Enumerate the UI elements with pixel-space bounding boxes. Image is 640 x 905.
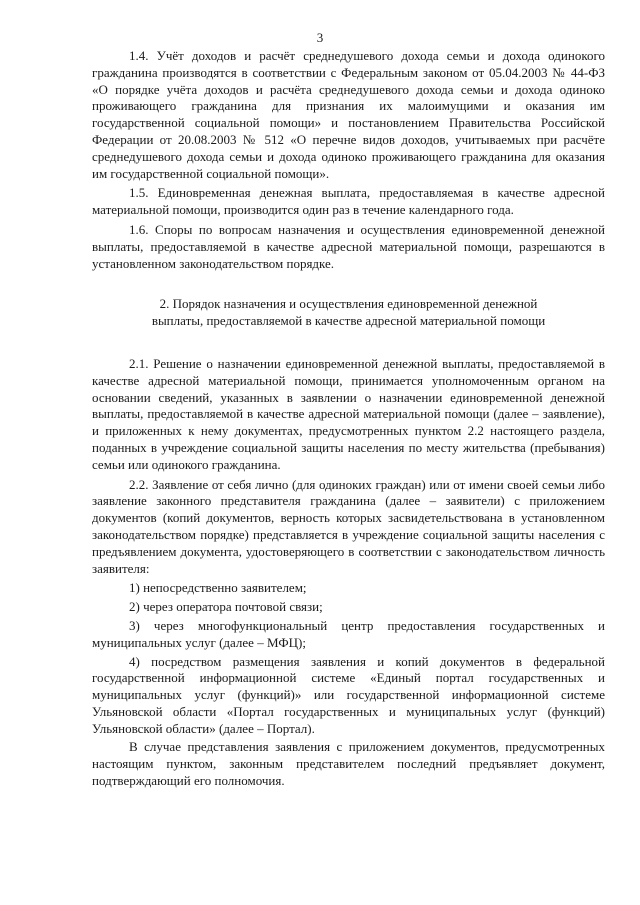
page-number: 3 [316,30,324,45]
paragraph-1-6: 1.6. Споры по вопросам назначения и осуществления единовременной денежной выплаты, предоставляемой в качестве адресной материальной помощи, разрешаются в установленном законодательством порядке. [92,221,605,271]
heading-line-2: выплаты, предоставляемой в качестве адресной материальной помощи [151,313,546,329]
heading-line-1: 2. Порядок назначения и осуществления единовременной денежной [159,296,538,312]
section-2-heading [106,296,591,330]
list-item-3: 3) через многофункциональный центр предоставления государственных и муниципальных услуг (далее – МФЦ); [92,617,605,650]
paragraph-2-2: 2.2. Заявление от себя лично (для одиноких граждан) или от имени своей семьи либо заявление законного представителя гражданина (далее – заявители) с приложением документов (копий документов, верность которых засвидетельствована в установленном законодательством порядке) представляется в учреждение социальной защиты населения с предъявлением документа, удостоверяющего в соответствии с законодательством личность заявителя: [92,476,605,576]
paragraph-final: В случае представления заявления с приложением документов, предусмотренных настоящим пунктом, законным представителем последний предъявляет документ, подтверждающий его полномочия. [92,739,605,789]
list-item-2: 2) через оператора почтовой связи; [129,599,323,615]
list-item-1: 1) непосредственно заявителем; [129,580,307,596]
list-item-4: 4) посредством размещения заявления и копий документов в федеральной государственной информационной системе «Единый портал государственных и муниципальных услуг (функций)» или государственной информационной системе Ульяновской области «Портал государственных и муниципальных услуг (функций) Ульяновской области» (далее – Портал). [92,653,605,736]
paragraph-1-4: 1.4. Учёт доходов и расчёт среднедушевого дохода семьи и дохода одинокого гражданина производятся в соответствии с Федеральным законом от 05.04.2003 № 44-ФЗ «О порядке учёта доходов и расчёта среднедушевого дохода семьи и дохода одиноко проживающего гражданина для признания их малоимущими и оказания им государственной социальной помощи» и постановлением Правительства Российской Федерации от 20.08.2003 № 512 «О перечне видов доходов, учитываемых при расчёте среднедушевого дохода семьи и дохода одиноко проживающего гражданина для оказания им государственной социальной помощи». [92,48,605,181]
document-body [92,48,605,793]
paragraph-1-5: 1.5. Единовременная денежная выплата, предоставляемая в качестве адресной материальной помощи, производится один раз в течение календарного года. [92,185,605,218]
paragraph-2-1: 2.1. Решение о назначении единовременной денежной выплаты, предоставляемой в качестве адресной материальной помощи, принимается уполномоченным органом на основании сведений, указанных в заявлении о назначении единовременной денежной выплаты, предоставляемой в качестве адресной материальной помощи (далее – заявление), и приложенных к нему документах, предусмотренных пунктом 2.2 настоящего раздела, поданных в учреждение социальной защиты населения по месту жительства (пребывания) семьи или одинокого гражданина. [92,355,605,472]
